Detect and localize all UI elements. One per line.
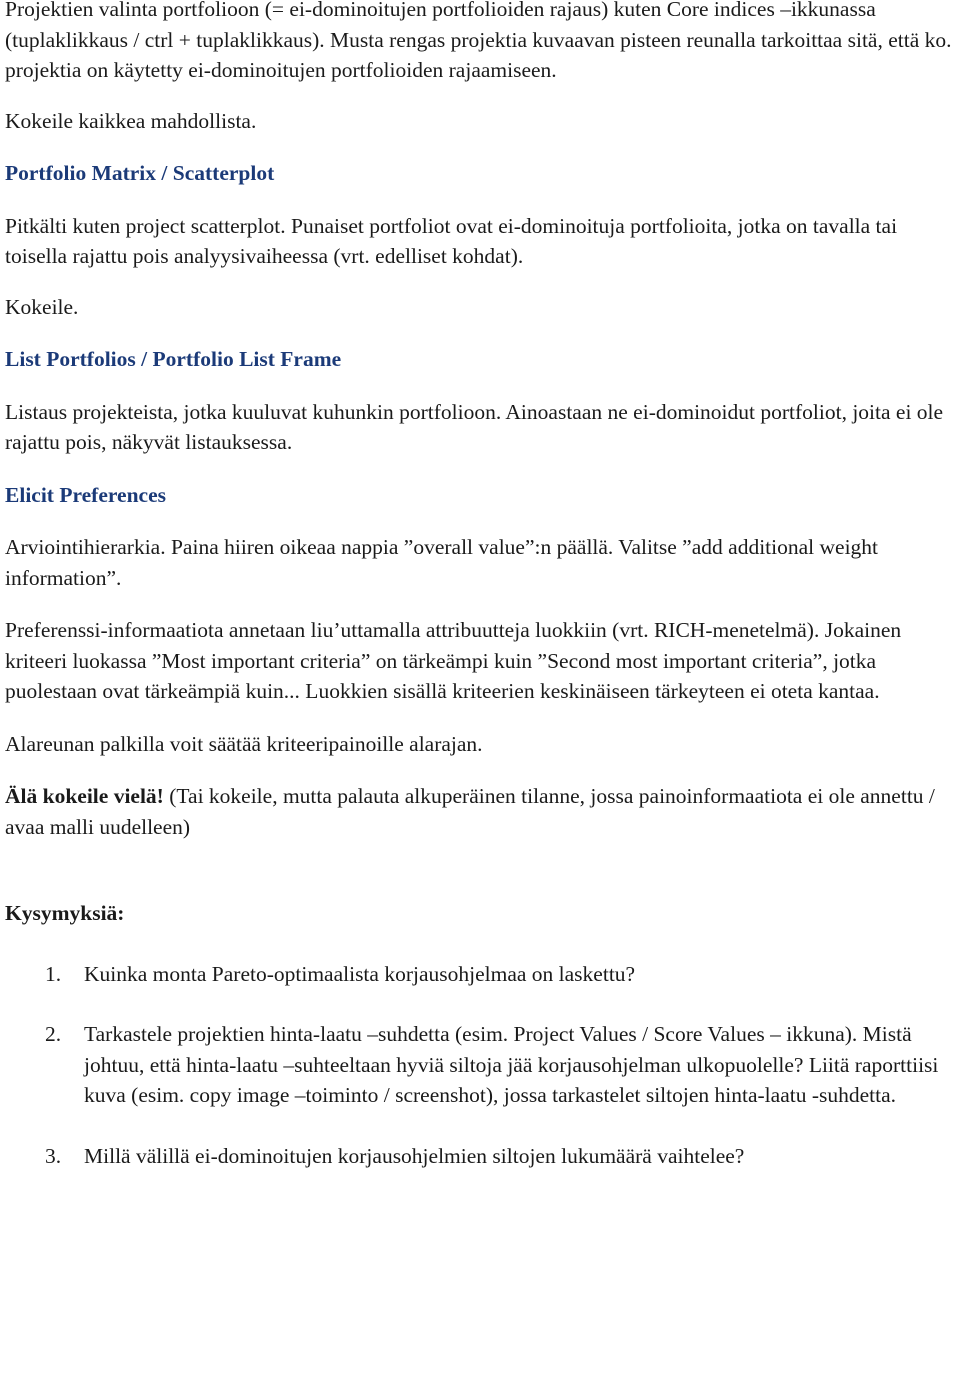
- section-heading-portfolio-matrix: Portfolio Matrix / Scatterplot: [5, 161, 275, 185]
- question-number: 3.: [45, 1143, 62, 1168]
- intro-instruction: Kokeile kaikkea mahdollista.: [5, 108, 257, 133]
- warning-text: (Tai kokeile, mutta palauta alkuperäinen tilanne, jossa painoinformaatiota ei ole annettu / avaa malli uudelleen): [5, 784, 935, 839]
- elicit-preferences-description: Arviointihierarkia. Paina hiiren oikeaa nappia ”overall value”:n päällä. Valitse ”add additional weight information”.: [5, 535, 879, 590]
- elicit-preferences-detail: Preferenssi-informaatiota annetaan liu’uttamalla attribuutteja luokkiin (vrt. RICH-menetelmä). Jokainen kriteeri luokassa ”Most important criteria” on tärkeämpi kuin ”Second most important criteria”, jotka puolestaan ovat tärkeämpiä kuin... Luokkien sisällä kriteerien keskinäiseen tärkeyteen ei oteta kantaa.: [5, 618, 902, 703]
- question-text: Tarkastele projektien hinta-laatu –suhdetta (esim. Project Values / Score Values – ikkuna). Mistä johtuu, että hinta-laatu –suhteeltaan hyviä siltoja jää korjausohjelman ulkopuolelle? Liitä raporttiisi kuva (esim. copy image –toiminto / screenshot), jossa tarkastelet siltojen hinta-laatu -suhdetta.: [84, 1022, 939, 1107]
- elicit-preferences-warning: [5, 781, 955, 842]
- list-portfolios-description: Listaus projekteista, jotka kuuluvat kuhunkin portfolioon. Ainoastaan ne ei-dominoidut portfoliot, joita ei ole rajattu pois, näkyvät listauksessa.: [5, 399, 944, 454]
- question-item: [5, 1141, 959, 1172]
- question-item: [5, 959, 959, 990]
- question-item: [5, 1019, 959, 1111]
- question-text: Kuinka monta Pareto-optimaalista korjausohjelmaa on laskettu?: [84, 961, 636, 986]
- question-text: Millä välillä ei-dominoitujen korjausohjelmien siltojen lukumäärä vaihtelee?: [84, 1143, 745, 1168]
- question-number: 2.: [45, 1022, 62, 1046]
- warning-bold-text: Älä kokeile vielä!: [5, 784, 164, 808]
- section-heading-elicit-preferences: Elicit Preferences: [5, 482, 166, 507]
- section-heading-list-portfolios: List Portfolios / Portfolio List Frame: [5, 347, 342, 371]
- questions-title: Kysymyksiä:: [5, 901, 125, 925]
- document-page: [5, 0, 955, 1201]
- portfolio-matrix-description: Pitkälti kuten project scatterplot. Punaiset portfoliot ovat ei-dominoituja portfolioita, jotka on tavalla tai toisella rajattu pois analyysivaiheessa (vrt. edelliset kohdat).: [5, 213, 898, 268]
- intro-paragraph: Projektien valinta portfolioon (= ei-dominoitujen portfolioiden rajaus) kuten Core indices –ikkunassa (tuplaklikkaus / ctrl + tuplaklikkaus). Musta rengas projektia kuvaavan pisteen reunalla tarkoittaa sitä, että ko. projektia on käytetty ei-dominoitujen portfolioiden rajaamiseen.: [5, 0, 952, 82]
- portfolio-matrix-instruction: Kokeile.: [5, 294, 79, 319]
- questions-list: [5, 959, 955, 1172]
- question-number: 1.: [45, 961, 62, 986]
- elicit-preferences-slider-note: Alareunan palkilla voit säätää kriteeripainoille alarajan.: [5, 731, 483, 756]
